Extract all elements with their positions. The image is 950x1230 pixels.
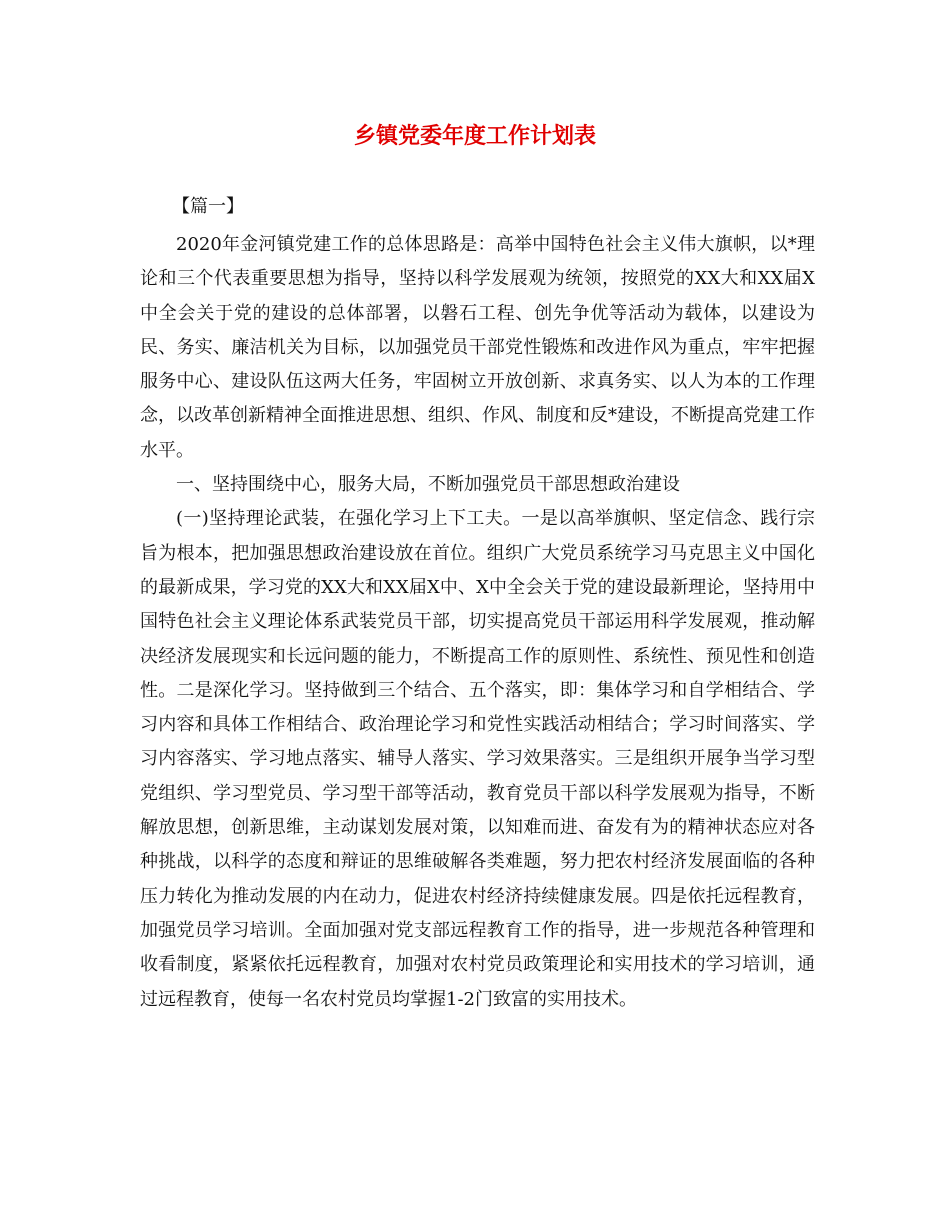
section-label: 【篇一】	[172, 196, 244, 217]
paragraph-heading-1: 一、坚持围绕中心，服务大局，不断加强党员干部思想政治建设	[176, 474, 680, 496]
document-title: 乡镇党委年度工作计划表	[353, 123, 596, 149]
document-body	[140, 228, 815, 1017]
paragraph-overview: 2020年金河镇党建工作的总体思路是：高举中国特色社会主义伟大旗帜，以*理论和三个代表重要思想为指导，坚持以科学发展观为统领，按照党的XX大和XX届X中全会关于党的建设的总体部署，以磐石工程、创先争优等活动为载体，以建设为民、务实、廉洁机关为目标，以加强党员干部党性锻炼和改进作风为重点，牢牢把握服务中心、建设队伍这两大任务，牢固树立开放创新、求真务实、以人为本的工作理念，以改革创新精神全面推进思想、组织、作风、制度和反*建设，不断提高党建工作水平。	[140, 234, 815, 461]
paragraph-subsection-1: (一)坚持理论武装，在强化学习上下工夫。一是以高举旗帜、坚定信念、践行宗旨为根本，把加强思想政治建设放在首位。组织广大党员系统学习马克思主义中国化的最新成果，学习党的XX大和XX届X中、X中全会关于党的建设最新理论，坚持用中国特色社会主义理论体系武装党员干部，切实提高党员干部运用科学发展观，推动解决经济发展现实和长远问题的能力，不断提高工作的原则性、系统性、预见性和创造性。二是深化学习。坚持做到三个结合、五个落实，即：集体学习和自学相结合、学习内容和具体工作相结合、政治理论学习和党性实践活动相结合；学习时间落实、学习内容落实、学习地点落实、辅导人落实、学习效果落实。三是组织开展争当学习型党组织、学习型党员、学习型干部等活动，教育党员干部以科学发展观为指导，不断解放思想，创新思维，主动谋划发展对策，以知难而进、奋发有为的精神状态应对各种挑战，以科学的态度和辩证的思维破解各类难题，努力把农村经济发展面临的各种压力转化为推动发展的内在动力，促进农村经济持续健康发展。四是依托远程教育，加强党员学习培训。全面加强对党支部远程教育工作的指导，进一步规范各种管理和收看制度，紧紧依托远程教育，加强对农村党员政策理论和实用技术的学习培训，通过远程教育，使每一名农村党员均掌握1-2门致富的实用技术。	[140, 508, 815, 1010]
